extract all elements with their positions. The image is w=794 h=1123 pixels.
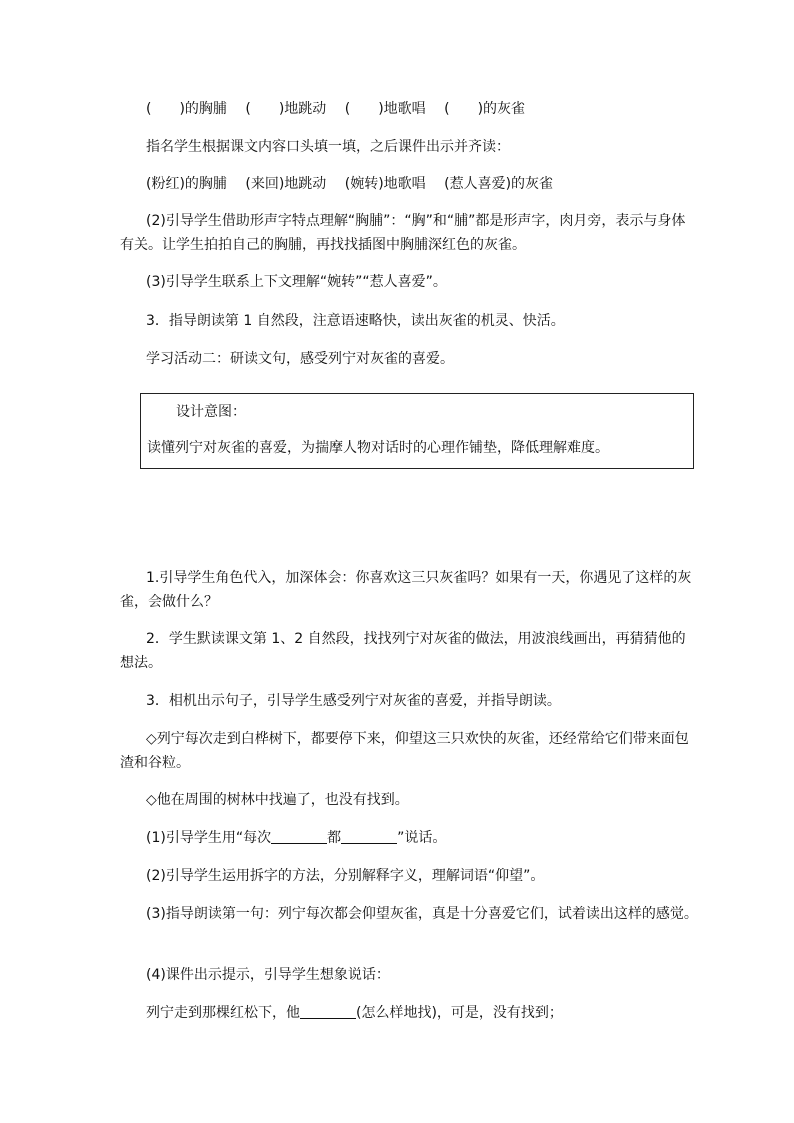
sub-1-mid: 都 <box>327 830 342 846</box>
step-3-paragraph: (3)引导学生联系上下文理解“婉转”“惹人喜爱”。 <box>146 274 447 290</box>
sub-5-prefix: 列宁走到那棵红松下，他 <box>146 1005 300 1021</box>
sub-1-prefix: (1)引导学生用“每次 <box>146 830 272 846</box>
design-intent-box <box>140 393 694 469</box>
blanks-row: ( )的胸脯 ( )地跳动 ( )地歌唱 ( )的灰雀 <box>146 101 526 117</box>
guide-3-paragraph: 3．指导朗读第 1 自然段，注意语速略快，读出灰雀的机灵、快活。 <box>146 313 565 329</box>
sub-2-paragraph: (2)引导学生运用拆字的方法，分别解释字义，理解词语“仰望”。 <box>146 868 545 884</box>
sub-1-suffix: ”说话。 <box>397 830 447 846</box>
answers-row: (粉红)的胸脯 (来回)地跳动 (婉转)地歌唱 (惹人喜爱)的灰雀 <box>146 176 554 192</box>
sub-1-paragraph <box>146 826 698 850</box>
design-intent-body: 读懂列宁对灰雀的喜爱，为揣摩人物对话时的心理作铺垫，降低理解难度。 <box>147 440 609 456</box>
activity-2-heading: 学习活动二：研读文句，感受列宁对灰雀的喜爱。 <box>146 351 454 367</box>
sub-5-paragraph <box>146 1001 698 1025</box>
sub-3-paragraph: (3)指导朗读第一句：列宁每次都会仰望灰雀，真是十分喜爱它们，试着读出这样的感觉。 <box>146 906 698 922</box>
fill-blank-2 <box>341 829 397 844</box>
fill-blank-1 <box>271 829 327 844</box>
instruction-line: 指名学生根据课文内容口头填一填，之后课件出示并齐读： <box>146 139 510 155</box>
sub-5-suffix: (怎么样地找)，可是，没有找到； <box>356 1005 563 1021</box>
quote-1-paragraph: ◇列宁每次走到白桦树下，都要停下来，仰望这三只欢快的灰雀，还经常给它们带来面包渣和谷粒。 <box>120 731 689 771</box>
step-2-paragraph: (2)引导学生借助形声字特点理解“胸脯”：“胸”和“脯”都是形声字，肉月旁，表示与身体有关。让学生拍拍自己的胸脯，再找找插图中胸脯深红色的灰雀。 <box>120 213 686 253</box>
item-1-paragraph: 1.引导学生角色代入，加深体会：你喜欢这三只灰雀吗？如果有一天，你遇见了这样的灰雀，会做什么？ <box>120 570 692 610</box>
fill-blank-3 <box>300 1004 356 1019</box>
sub-4-paragraph: (4)课件出示提示，引导学生想象说话： <box>146 967 390 983</box>
quote-2-paragraph: ◇他在周围的树林中找遍了，也没有找到。 <box>146 792 409 808</box>
item-3-paragraph: 3．相机出示句子，引导学生感受列宁对灰雀的喜爱，并指导朗读。 <box>146 693 561 709</box>
item-2-paragraph: 2．学生默读课文第 1、2 自然段，找找列宁对灰雀的做法，用波浪线画出，再猜猜他的想法。 <box>120 631 686 671</box>
design-intent-title: 设计意图： <box>176 404 246 420</box>
